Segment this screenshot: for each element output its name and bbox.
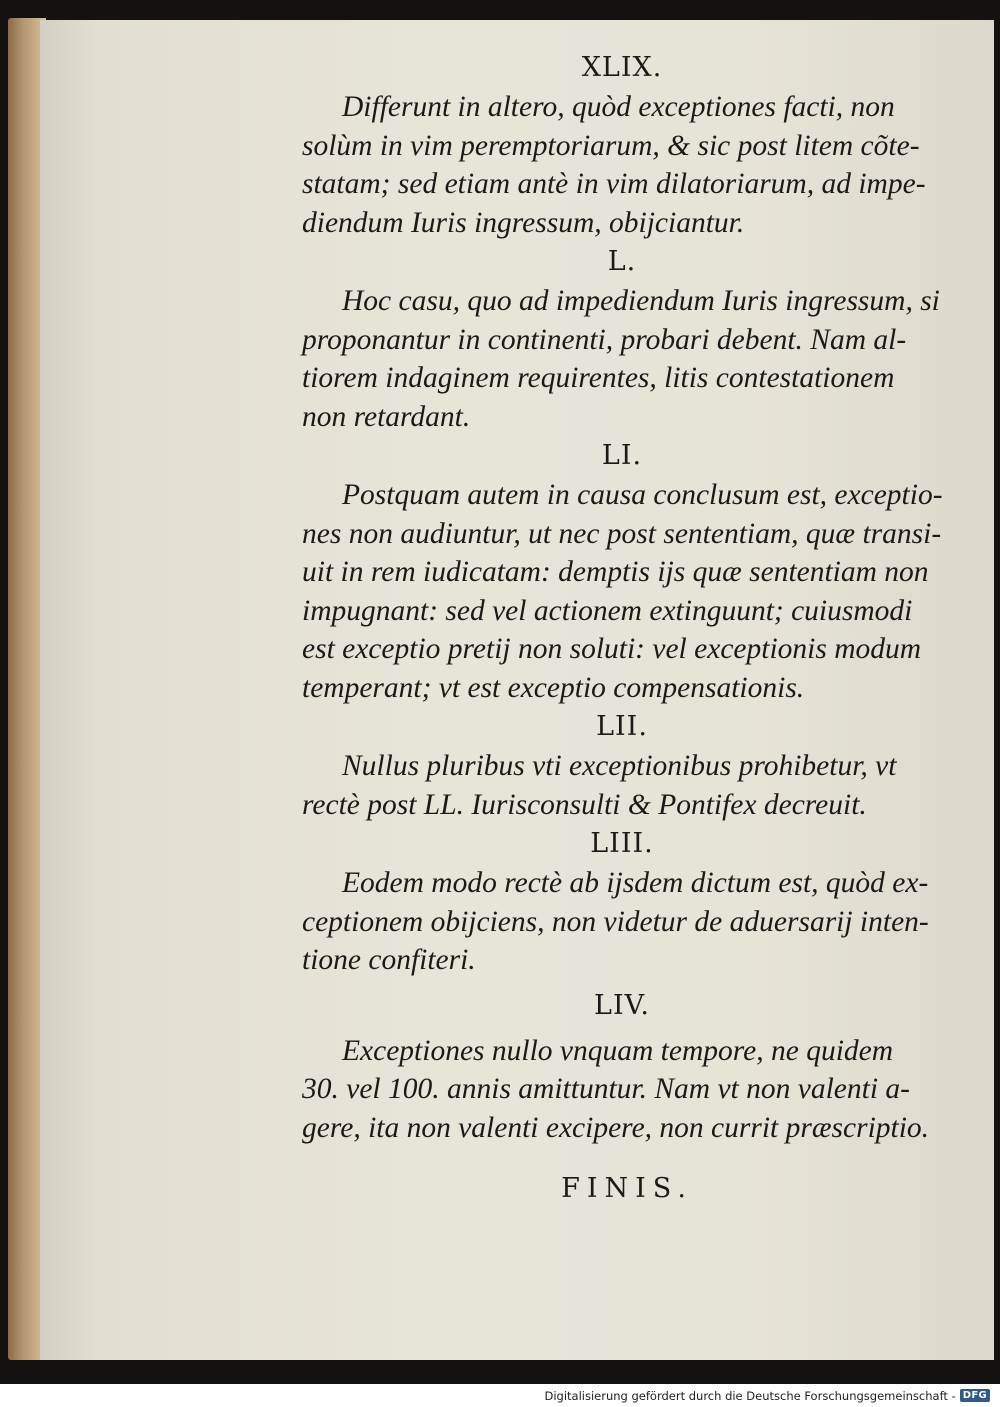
text-line: diendum Iuris ingressum, obijciantur. bbox=[302, 206, 745, 239]
text-line: statam; sed etiam antè in vim dilatoriarum, ad impe- bbox=[302, 168, 926, 200]
dfg-logo-icon: DFG bbox=[960, 1389, 990, 1402]
finis-heading: FINIS. bbox=[561, 1173, 693, 1204]
text-line: Hoc casu, quo ad impediendum Iuris ingressum, si bbox=[342, 285, 940, 317]
text-line: 30. vel 100. annis amittuntur. Nam vt non valenti a- bbox=[302, 1073, 910, 1105]
text-line: uit in rem iudicatam: demptis ijs quæ sententiam non bbox=[302, 556, 929, 588]
section-paragraph bbox=[302, 1032, 942, 1148]
text-line: proponantur in continenti, probari debent. Nam al- bbox=[302, 323, 907, 356]
funding-credit: Digitalisierung gefördert durch die Deutsche Forschungsgemeinschaft - bbox=[544, 1388, 956, 1403]
text-line: gere, ita non valenti excipere, non currit præscriptio. bbox=[302, 1111, 930, 1144]
text-line: Differunt in altero, quòd exceptiones facti, non bbox=[342, 91, 895, 123]
text-line: tione confiteri. bbox=[302, 944, 476, 976]
section-numeral: LIV. bbox=[594, 989, 650, 1021]
text-line: tiorem indaginem requirentes, litis contestationem bbox=[302, 362, 895, 394]
text-line: Exceptiones nullo vnquam tempore, ne quidem bbox=[342, 1034, 894, 1067]
text-line: solùm in vim peremptoriarum, & sic post litem cõte- bbox=[302, 129, 920, 162]
page-text bbox=[302, 48, 942, 1204]
section-numeral: LIII. bbox=[590, 828, 654, 859]
text-line: est exceptio pretij non soluti: vel exceptionis modum bbox=[302, 633, 922, 665]
section-paragraph bbox=[302, 88, 942, 242]
text-line: temperant; vt est exceptio compensationis. bbox=[302, 671, 805, 704]
digitization-footer bbox=[0, 1384, 1000, 1407]
text-line: ceptionem obijciens, non videtur de aduersarij inten- bbox=[302, 905, 929, 938]
text-line: nes non audiuntur, ut nec post sententiam, quæ transi- bbox=[302, 517, 942, 550]
section-numeral: LI. bbox=[601, 440, 643, 471]
section-numeral: LII. bbox=[596, 711, 648, 742]
section-paragraph bbox=[302, 282, 942, 436]
section-numeral: L. bbox=[607, 246, 637, 277]
section-paragraph bbox=[302, 747, 942, 824]
text-line: rectè post LL. Iurisconsulti & Pontifex decreuit. bbox=[302, 788, 867, 821]
text-line: impugnant: sed vel actionem extinguunt; cuiusmodi bbox=[302, 594, 913, 627]
text-line: non retardant. bbox=[302, 400, 471, 433]
section-numeral: XLIX. bbox=[581, 52, 663, 83]
text-line: Nullus pluribus vti exceptionibus prohibetur, vt bbox=[342, 750, 897, 782]
section-paragraph bbox=[302, 864, 942, 980]
section-paragraph bbox=[302, 476, 942, 707]
text-line: Eodem modo rectè ab ijsdem dictum est, quòd ex- bbox=[342, 867, 929, 899]
text-line: Postquam autem in causa conclusum est, exceptio- bbox=[342, 479, 943, 511]
